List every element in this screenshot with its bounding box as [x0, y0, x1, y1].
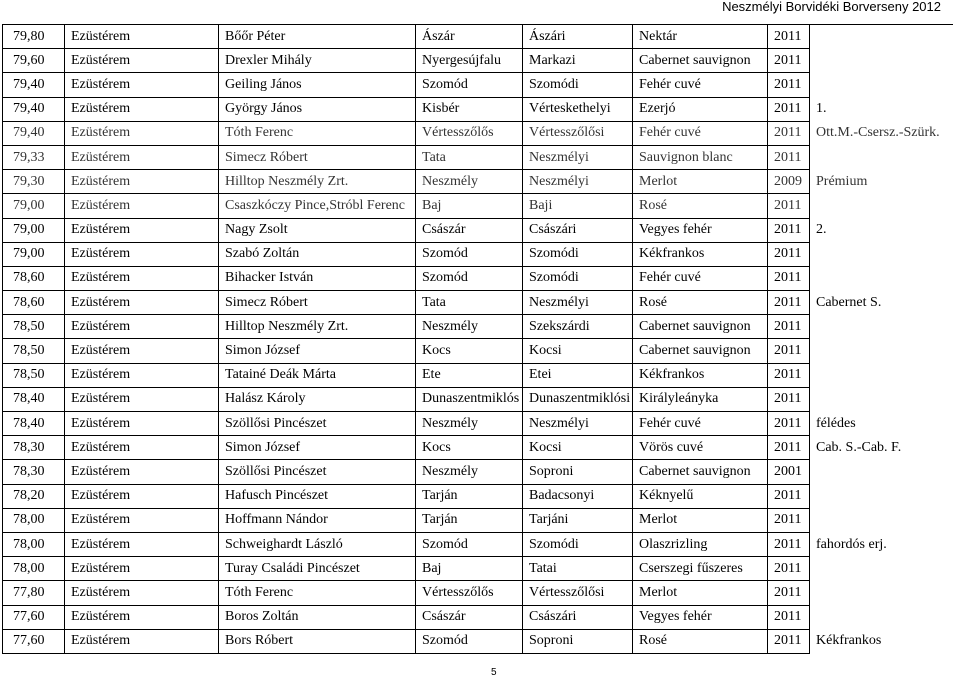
note-cell: 2.: [816, 222, 827, 238]
wine-cell: Fehér cuvé: [633, 266, 768, 290]
year-cell: 2011: [768, 412, 810, 436]
table-row: [3, 363, 953, 387]
table-row: [3, 387, 953, 411]
table-row: [3, 339, 953, 363]
table-row: [3, 145, 953, 169]
medal-cell: Ezüstérem: [65, 49, 219, 73]
year-cell: 2011: [768, 605, 810, 629]
town-cell: Neszmély: [416, 315, 523, 339]
wine-cell: Vegyes fehér: [633, 605, 768, 629]
origin-cell: Szekszárdi: [523, 315, 633, 339]
origin-cell: Etei: [523, 363, 633, 387]
year-cell: 2011: [768, 629, 810, 653]
score-cell: 79,00: [3, 218, 65, 242]
medal-cell: Ezüstérem: [65, 218, 219, 242]
year-cell: 2011: [768, 25, 810, 49]
origin-cell: Soproni: [523, 460, 633, 484]
wine-cell: Merlot: [633, 581, 768, 605]
origin-cell: Vértesszőlősi: [523, 121, 633, 145]
table-row: [3, 170, 953, 194]
note-cell: [810, 363, 953, 387]
producer-cell: Tóth Ferenc: [219, 121, 416, 145]
results-rows: [3, 25, 953, 654]
town-cell: Szomód: [416, 73, 523, 97]
origin-cell: Szomódi: [523, 242, 633, 266]
medal-cell: Ezüstérem: [65, 170, 219, 194]
score-cell: 79,60: [3, 49, 65, 73]
table-row: [3, 508, 953, 532]
wine-cell: Cabernet sauvignon: [633, 460, 768, 484]
producer-cell: Bors Róbert: [219, 629, 416, 653]
medal-cell: Ezüstérem: [65, 194, 219, 218]
score-cell: 77,60: [3, 605, 65, 629]
wine-cell: Rosé: [633, 629, 768, 653]
wine-cell: Cabernet sauvignon: [633, 339, 768, 363]
producer-cell: Simon József: [219, 436, 416, 460]
note-cell: [810, 266, 953, 290]
score-cell: 79,80: [3, 25, 65, 49]
origin-cell: Szomódi: [523, 532, 633, 556]
table-row: [3, 218, 953, 242]
origin-cell: Tarjáni: [523, 508, 633, 532]
score-cell: 78,00: [3, 508, 65, 532]
town-cell: Tarján: [416, 508, 523, 532]
year-cell: 2011: [768, 363, 810, 387]
medal-cell: Ezüstérem: [65, 145, 219, 169]
producer-cell: Tóth Ferenc: [219, 581, 416, 605]
town-cell: Szomód: [416, 629, 523, 653]
origin-cell: Vértesszőlősi: [523, 581, 633, 605]
table-row: [3, 194, 953, 218]
town-cell: Tata: [416, 145, 523, 169]
note-cell: [810, 73, 953, 97]
note-cell: [810, 508, 953, 532]
table-row: [3, 557, 953, 581]
table-row: [3, 97, 953, 121]
year-cell: 2011: [768, 508, 810, 532]
note-cell: Cab. S.-Cab. F.: [816, 439, 902, 455]
medal-cell: Ezüstérem: [65, 25, 219, 49]
table-row: [3, 412, 953, 436]
medal-cell: Ezüstérem: [65, 242, 219, 266]
medal-cell: Ezüstérem: [65, 315, 219, 339]
note-cell: Cabernet S.: [816, 294, 882, 310]
medal-cell: Ezüstérem: [65, 532, 219, 556]
origin-cell: Szomódi: [523, 73, 633, 97]
year-cell: 2011: [768, 436, 810, 460]
producer-cell: Tatainé Deák Márta: [219, 363, 416, 387]
year-cell: 2011: [768, 484, 810, 508]
score-cell: 79,00: [3, 242, 65, 266]
producer-cell: Bőőr Péter: [219, 25, 416, 49]
year-cell: 2011: [768, 218, 810, 242]
origin-cell: Császári: [523, 218, 633, 242]
medal-cell: Ezüstérem: [65, 387, 219, 411]
note-cell: [810, 581, 953, 605]
producer-cell: Simon József: [219, 339, 416, 363]
town-cell: Szomód: [416, 266, 523, 290]
town-cell: Ete: [416, 363, 523, 387]
results-table: [2, 24, 953, 654]
producer-cell: Turay Családi Pincészet: [219, 557, 416, 581]
producer-cell: Hafusch Pincészet: [219, 484, 416, 508]
table-row: [3, 436, 953, 460]
score-cell: 79,40: [3, 97, 65, 121]
score-cell: 78,20: [3, 484, 65, 508]
town-cell: Tarján: [416, 484, 523, 508]
producer-cell: Simecz Róbert: [219, 145, 416, 169]
wine-cell: Nektár: [633, 25, 768, 49]
town-cell: Nyergesújfalu: [416, 49, 523, 73]
medal-cell: Ezüstérem: [65, 339, 219, 363]
origin-cell: Kocsi: [523, 339, 633, 363]
table-row: [3, 532, 953, 556]
town-cell: Neszmély: [416, 412, 523, 436]
town-cell: Kisbér: [416, 97, 523, 121]
note-cell: Kékfrankos: [816, 633, 882, 649]
wine-cell: Ezerjó: [633, 97, 768, 121]
town-cell: Császár: [416, 218, 523, 242]
medal-cell: Ezüstérem: [65, 460, 219, 484]
origin-cell: Neszmélyi: [523, 291, 633, 315]
medal-cell: Ezüstérem: [65, 484, 219, 508]
table-row: [3, 484, 953, 508]
medal-cell: Ezüstérem: [65, 629, 219, 653]
table-row: [3, 25, 953, 49]
table-row: [3, 121, 953, 145]
note-cell: [810, 145, 953, 169]
wine-cell: Fehér cuvé: [633, 121, 768, 145]
producer-cell: Boros Zoltán: [219, 605, 416, 629]
medal-cell: Ezüstérem: [65, 557, 219, 581]
medal-cell: Ezüstérem: [65, 605, 219, 629]
year-cell: 2011: [768, 291, 810, 315]
note-cell: [810, 25, 953, 49]
score-cell: 78,40: [3, 412, 65, 436]
year-cell: 2011: [768, 266, 810, 290]
score-cell: 78,40: [3, 387, 65, 411]
score-cell: 77,60: [3, 629, 65, 653]
town-cell: Császár: [416, 605, 523, 629]
table-row: [3, 460, 953, 484]
town-cell: Neszmély: [416, 460, 523, 484]
wine-cell: Kékfrankos: [633, 242, 768, 266]
score-cell: 78,60: [3, 291, 65, 315]
town-cell: Szomód: [416, 242, 523, 266]
wine-cell: Kékfrankos: [633, 363, 768, 387]
origin-cell: Neszmélyi: [523, 145, 633, 169]
note-cell: félédes: [816, 415, 856, 431]
producer-cell: Schweighardt László: [219, 532, 416, 556]
town-cell: Kocs: [416, 339, 523, 363]
wine-cell: Sauvignon blanc: [633, 145, 768, 169]
score-cell: 79,30: [3, 170, 65, 194]
town-cell: Szomód: [416, 532, 523, 556]
score-cell: 78,00: [3, 557, 65, 581]
wine-cell: Olaszrizling: [633, 532, 768, 556]
origin-cell: Soproni: [523, 629, 633, 653]
medal-cell: Ezüstérem: [65, 508, 219, 532]
table-row: [3, 629, 953, 653]
origin-cell: Markazi: [523, 49, 633, 73]
wine-cell: Királyleányka: [633, 387, 768, 411]
score-cell: 78,50: [3, 339, 65, 363]
town-cell: Ászár: [416, 25, 523, 49]
year-cell: 2011: [768, 242, 810, 266]
medal-cell: Ezüstérem: [65, 581, 219, 605]
note-cell: Prémium: [816, 173, 868, 189]
wine-cell: Fehér cuvé: [633, 73, 768, 97]
origin-cell: Dunaszentmiklósi: [523, 387, 633, 411]
wine-cell: Kéknyelű: [633, 484, 768, 508]
note-cell: [810, 339, 953, 363]
origin-cell: Császári: [523, 605, 633, 629]
score-cell: 79,40: [3, 73, 65, 97]
origin-cell: Tatai: [523, 557, 633, 581]
year-cell: 2001: [768, 460, 810, 484]
year-cell: 2011: [768, 97, 810, 121]
year-cell: 2011: [768, 581, 810, 605]
producer-cell: Geiling János: [219, 73, 416, 97]
producer-cell: Hilltop Neszmély Zrt.: [219, 170, 416, 194]
medal-cell: Ezüstérem: [65, 291, 219, 315]
note-cell: [810, 605, 953, 629]
wine-cell: Merlot: [633, 170, 768, 194]
score-cell: 78,50: [3, 363, 65, 387]
year-cell: 2011: [768, 194, 810, 218]
origin-cell: Neszmélyi: [523, 170, 633, 194]
wine-cell: Merlot: [633, 508, 768, 532]
table-row: [3, 581, 953, 605]
wine-cell: Cserszegi fűszeres: [633, 557, 768, 581]
wine-cell: Rosé: [633, 291, 768, 315]
document-title: Neszmélyi Borvidéki Borverseny 2012: [722, 0, 941, 14]
producer-cell: György János: [219, 97, 416, 121]
medal-cell: Ezüstérem: [65, 73, 219, 97]
town-cell: Vértesszőlős: [416, 121, 523, 145]
page-number: 5: [491, 667, 497, 678]
origin-cell: Neszmélyi: [523, 412, 633, 436]
year-cell: 2011: [768, 145, 810, 169]
score-cell: 79,40: [3, 121, 65, 145]
origin-cell: Badacsonyi: [523, 484, 633, 508]
town-cell: Neszmély: [416, 170, 523, 194]
note-cell: [810, 194, 953, 218]
note-cell: Ott.M.-Csersz.-Szürk.: [816, 125, 940, 141]
producer-cell: Drexler Mihály: [219, 49, 416, 73]
note-cell: [810, 49, 953, 73]
year-cell: 2011: [768, 49, 810, 73]
origin-cell: Szomódi: [523, 266, 633, 290]
origin-cell: Baji: [523, 194, 633, 218]
wine-cell: Cabernet sauvignon: [633, 49, 768, 73]
score-cell: 78,60: [3, 266, 65, 290]
score-cell: 79,33: [3, 145, 65, 169]
table-row: [3, 266, 953, 290]
table-row: [3, 73, 953, 97]
table-row: [3, 315, 953, 339]
score-cell: 79,00: [3, 194, 65, 218]
origin-cell: Vérteskethelyi: [523, 97, 633, 121]
year-cell: 2009: [768, 170, 810, 194]
note-cell: [810, 315, 953, 339]
wine-cell: Cabernet sauvignon: [633, 315, 768, 339]
note-cell: 1.: [816, 101, 827, 117]
year-cell: 2011: [768, 532, 810, 556]
wine-cell: Vegyes fehér: [633, 218, 768, 242]
year-cell: 2011: [768, 557, 810, 581]
producer-cell: Bihacker István: [219, 266, 416, 290]
year-cell: 2011: [768, 339, 810, 363]
score-cell: 78,00: [3, 532, 65, 556]
score-cell: 78,30: [3, 436, 65, 460]
producer-cell: Szöllősi Pincészet: [219, 460, 416, 484]
document-header: [0, 0, 959, 22]
year-cell: 2011: [768, 73, 810, 97]
year-cell: 2011: [768, 387, 810, 411]
medal-cell: Ezüstérem: [65, 97, 219, 121]
wine-cell: Rosé: [633, 194, 768, 218]
town-cell: Dunaszentmiklós: [416, 387, 523, 411]
producer-cell: Szöllősi Pincészet: [219, 412, 416, 436]
medal-cell: Ezüstérem: [65, 266, 219, 290]
town-cell: Vértesszőlős: [416, 581, 523, 605]
producer-cell: Halász Károly: [219, 387, 416, 411]
note-cell: [810, 387, 953, 411]
town-cell: Baj: [416, 194, 523, 218]
note-cell: [810, 484, 953, 508]
town-cell: Kocs: [416, 436, 523, 460]
producer-cell: Hoffmann Nándor: [219, 508, 416, 532]
producer-cell: Nagy Zsolt: [219, 218, 416, 242]
note-cell: [810, 460, 953, 484]
producer-cell: Csaszkóczy Pince,Stróbl Ferenc: [219, 194, 416, 218]
producer-cell: Simecz Róbert: [219, 291, 416, 315]
table-row: [3, 49, 953, 73]
medal-cell: Ezüstérem: [65, 121, 219, 145]
year-cell: 2011: [768, 121, 810, 145]
wine-cell: Fehér cuvé: [633, 412, 768, 436]
medal-cell: Ezüstérem: [65, 436, 219, 460]
medal-cell: Ezüstérem: [65, 363, 219, 387]
year-cell: 2011: [768, 315, 810, 339]
table-row: [3, 291, 953, 315]
producer-cell: Hilltop Neszmély Zrt.: [219, 315, 416, 339]
origin-cell: Ászári: [523, 25, 633, 49]
note-cell: [810, 242, 953, 266]
producer-cell: Szabó Zoltán: [219, 242, 416, 266]
note-cell: [810, 557, 953, 581]
score-cell: 78,50: [3, 315, 65, 339]
score-cell: 77,80: [3, 581, 65, 605]
table-row: [3, 605, 953, 629]
town-cell: Baj: [416, 557, 523, 581]
medal-cell: Ezüstérem: [65, 412, 219, 436]
origin-cell: Kocsi: [523, 436, 633, 460]
town-cell: Tata: [416, 291, 523, 315]
wine-cell: Vörös cuvé: [633, 436, 768, 460]
note-cell: fahordós erj.: [816, 536, 887, 552]
score-cell: 78,30: [3, 460, 65, 484]
table-row: [3, 242, 953, 266]
